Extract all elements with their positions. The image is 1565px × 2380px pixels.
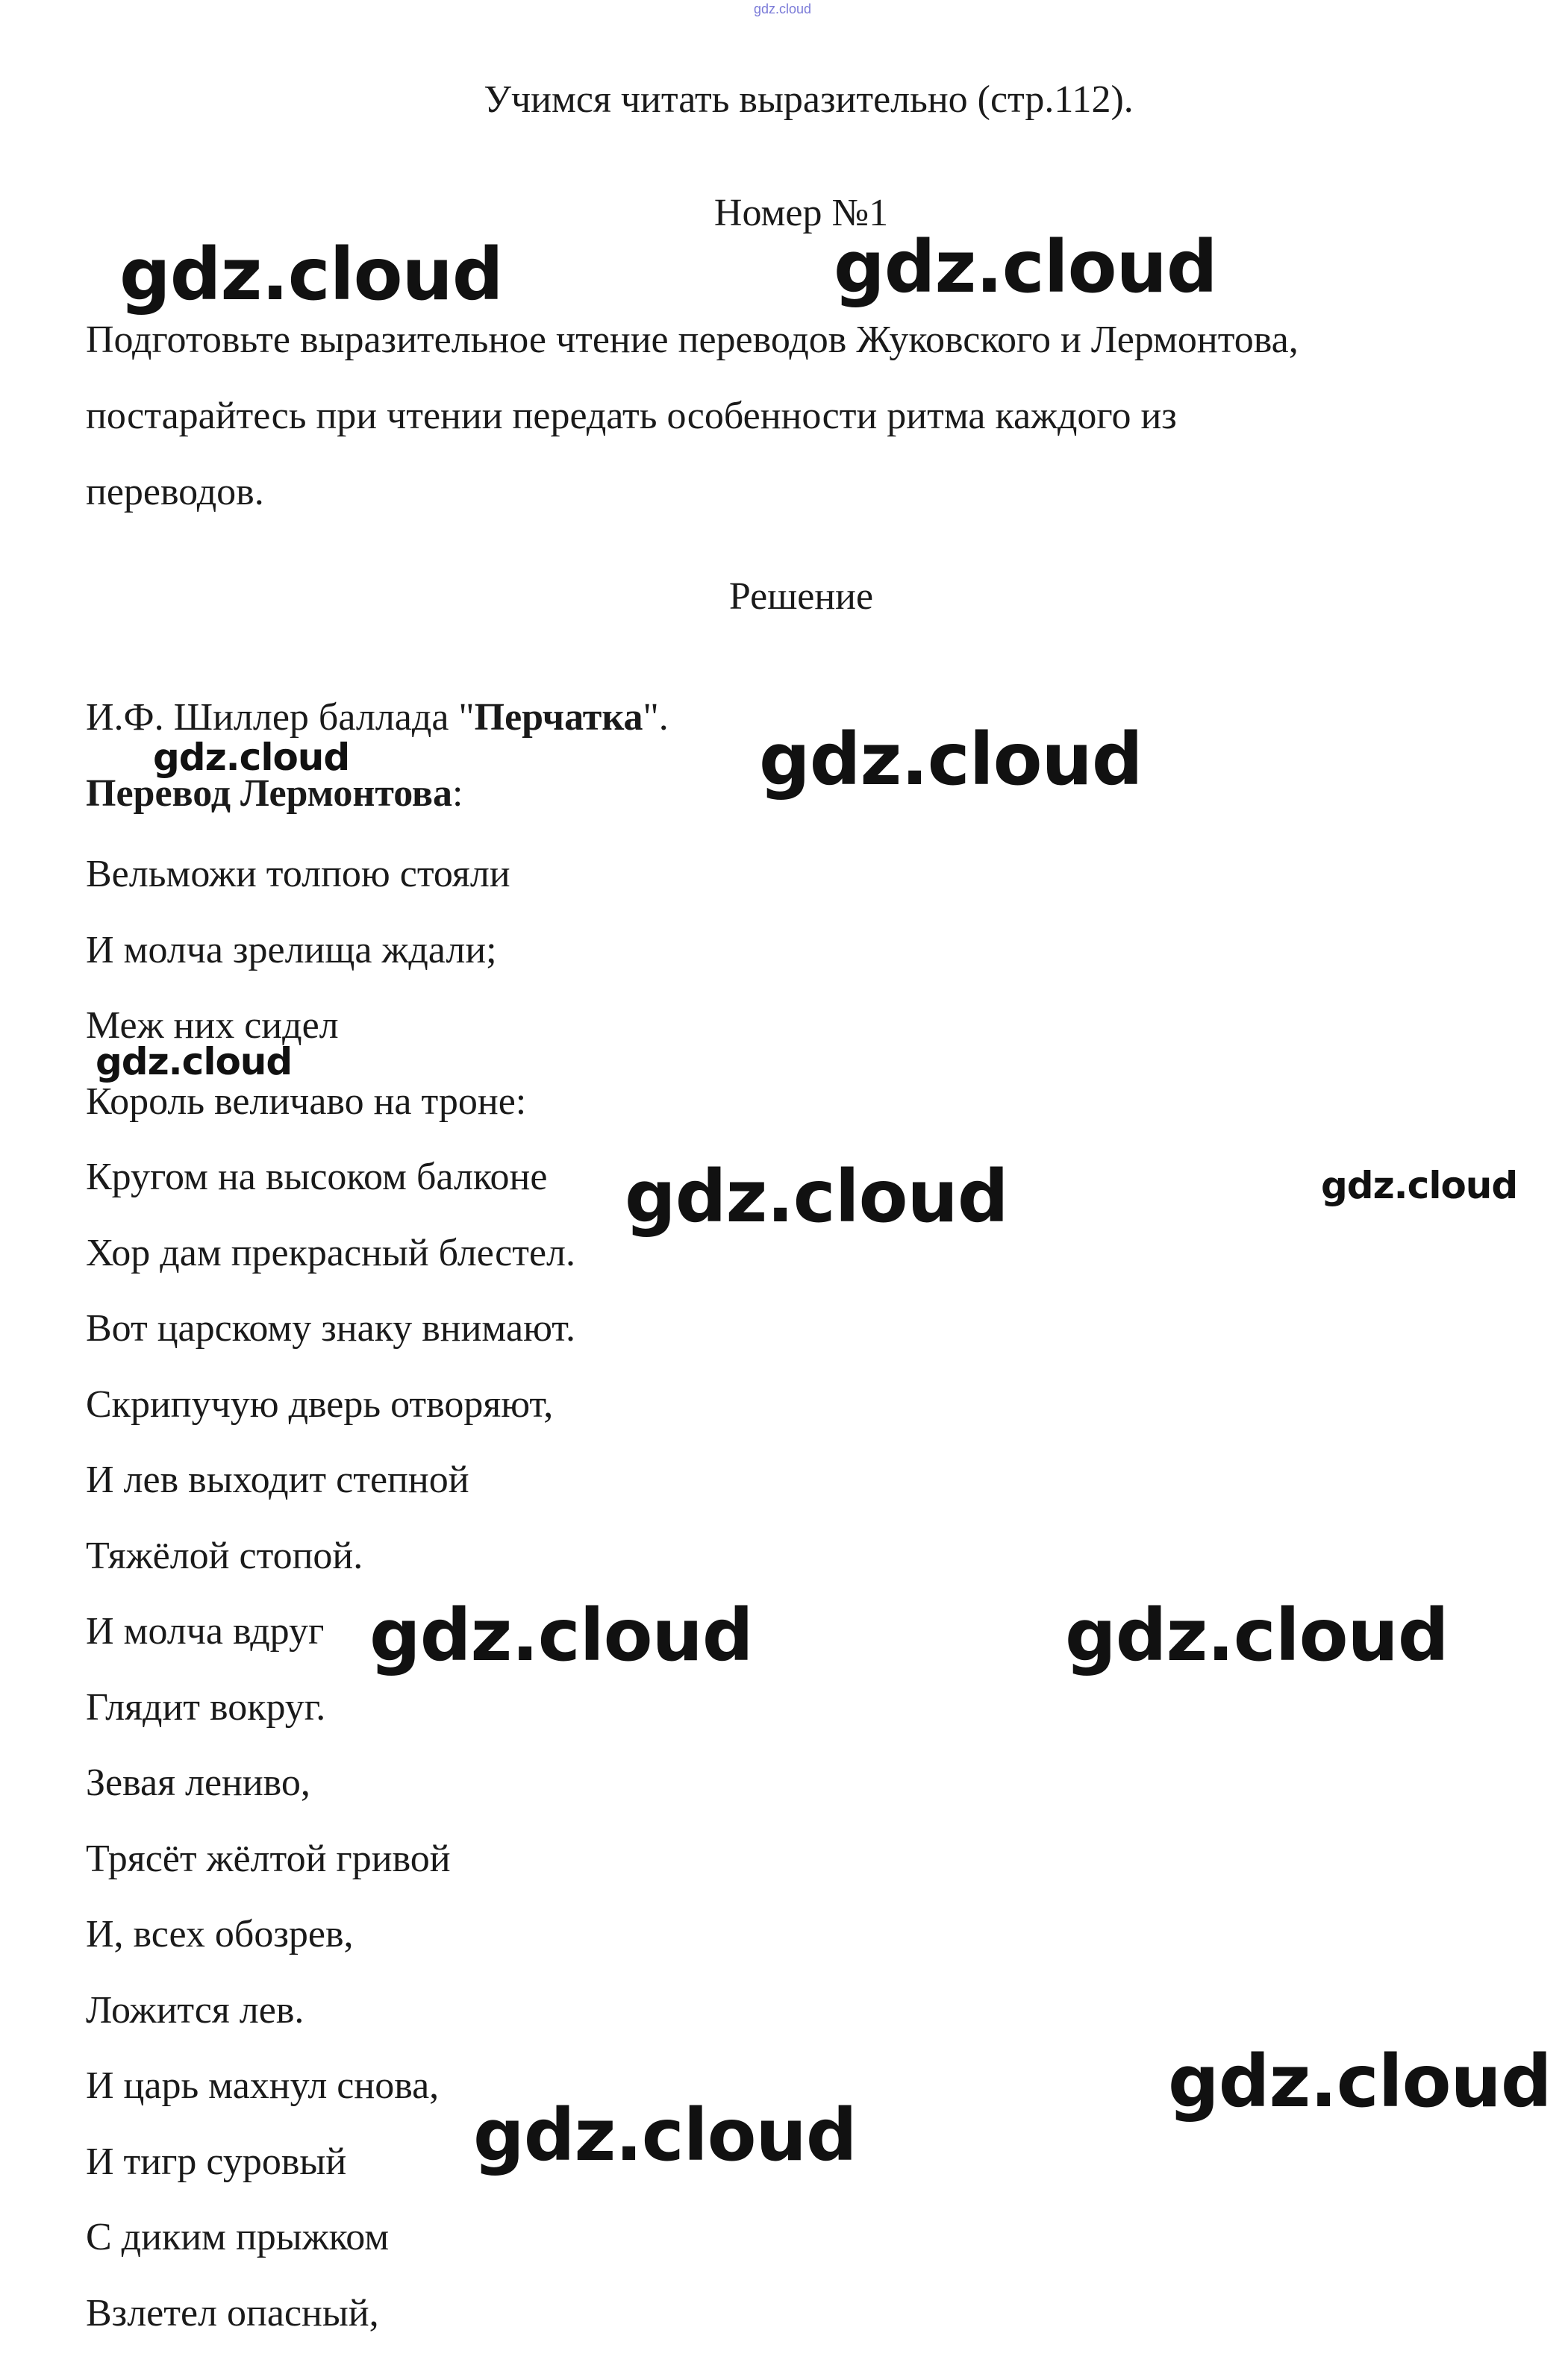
- page-title: Учимся читать выразительно (стр.112).: [484, 78, 1134, 121]
- task-line: переводов.: [86, 471, 264, 513]
- ballad-intro: [86, 695, 669, 740]
- poem-line: И лев выходит степной: [86, 1459, 469, 1501]
- watermark: gdz.cloud: [1168, 2040, 1552, 2123]
- translator-label: Перевод Лермонтова: [86, 772, 453, 815]
- watermark: gdz.cloud: [369, 1594, 753, 1677]
- solution-heading: Решение: [728, 575, 874, 618]
- poem-line: Взлетел опасный,: [86, 2291, 379, 2334]
- watermark: gdz.cloud: [1065, 1594, 1449, 1677]
- poem-line: И молча вдруг: [86, 1610, 325, 1653]
- watermark: gdz.cloud: [759, 718, 1143, 801]
- top-watermark: gdz.cloud: [753, 1, 812, 16]
- watermark: gdz.cloud: [834, 225, 1217, 309]
- watermark: gdz.cloud: [96, 1040, 293, 1083]
- poem-line: Трясёт жёлтой гривой: [86, 1837, 451, 1880]
- exercise-number: Номер №1: [713, 192, 889, 234]
- poem-line: Вельможи толпою стояли: [86, 853, 510, 895]
- poem-line: Меж них сидел: [86, 1004, 339, 1047]
- poem-line: Тяжёлой стопой.: [86, 1534, 363, 1577]
- ballad-prefix: И.Ф. Шиллер баллада ": [86, 696, 475, 739]
- poem-line: И, всех обозрев,: [86, 1913, 354, 1955]
- watermark: gdz.cloud: [473, 2094, 857, 2177]
- watermark: gdz.cloud: [119, 233, 503, 316]
- poem-line: Скрипучую дверь отворяют,: [86, 1382, 554, 1426]
- watermark: gdz.cloud: [1321, 1164, 1518, 1207]
- task-text: [86, 302, 1519, 530]
- task-line: Подготовьте выразительное чтение переводов Жуковского и Лермонтова,: [86, 319, 1299, 361]
- poem-line: И молча зрелища ждали;: [86, 928, 497, 971]
- poem-line: Зевая лениво,: [86, 1761, 310, 1804]
- poem-line: Вот царскому знаку внимают.: [86, 1307, 576, 1350]
- task-line: постарайтесь при чтении передать особенности ритма каждого из: [86, 395, 1177, 437]
- ballad-title: Перчатка: [474, 696, 643, 739]
- poem-line: Хор дам прекрасный блестел.: [86, 1231, 575, 1274]
- poem-line: С диким прыжком: [86, 2216, 390, 2258]
- poem-line: Глядит вокруг.: [86, 1685, 326, 1729]
- poem-line: И тигр суровый: [86, 2140, 347, 2183]
- watermark: gdz.cloud: [625, 1155, 1008, 1238]
- poem-line: И царь махнул снова,: [86, 2064, 440, 2107]
- poem-line: Король величаво на троне:: [86, 1080, 527, 1123]
- watermark: gdz.cloud: [153, 736, 350, 779]
- translator-colon: :: [452, 772, 463, 815]
- poem-line: Кругом на высоком балконе: [86, 1156, 548, 1198]
- ballad-suffix: ".: [643, 696, 669, 739]
- poem-line: Ложится лев.: [86, 1988, 304, 2032]
